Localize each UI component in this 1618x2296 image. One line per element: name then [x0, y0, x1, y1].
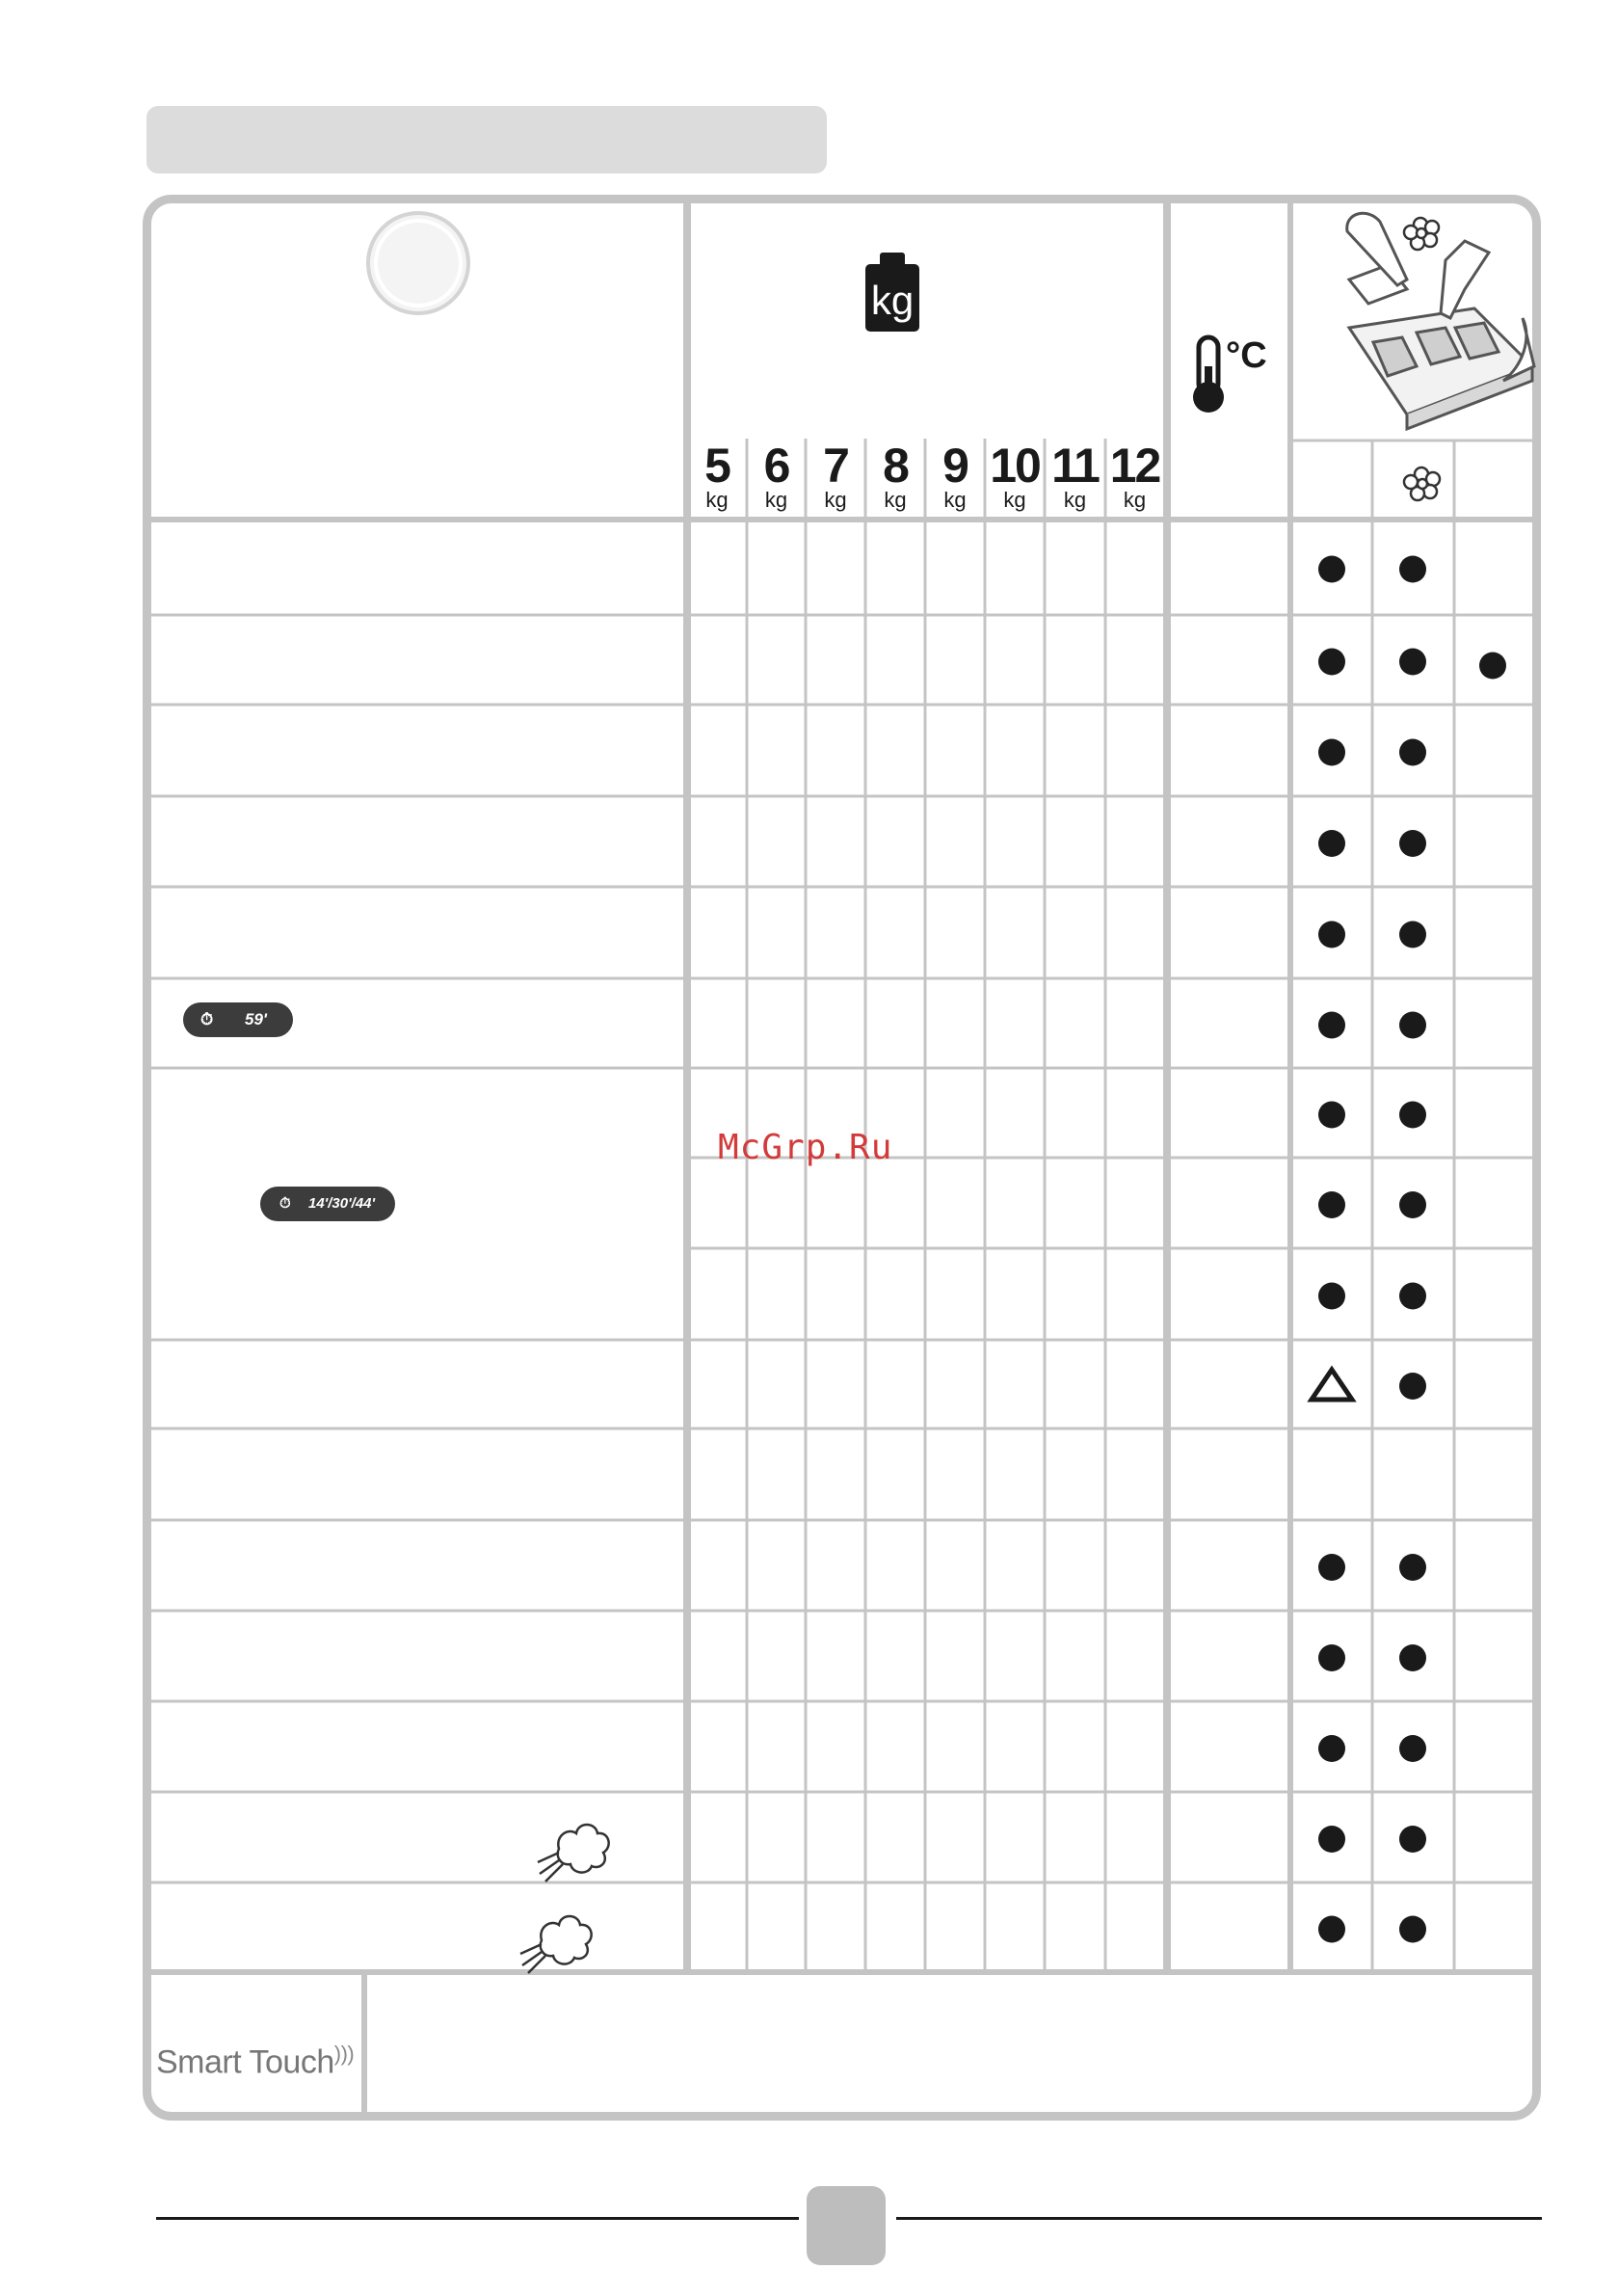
detergent-dot	[1399, 1554, 1426, 1581]
softener-flower-icon	[1404, 467, 1440, 500]
detergent-dot	[1399, 1644, 1426, 1671]
rapid-timer-icon: ⏱	[279, 1195, 291, 1212]
detergent-dot	[1318, 1644, 1345, 1671]
detergent-dot	[1318, 1554, 1345, 1581]
quick-59-badge	[183, 1002, 293, 1037]
page-number-box	[807, 2186, 886, 2265]
capacity-5-kg	[687, 441, 747, 511]
detergent-dot	[1399, 649, 1426, 676]
capacity-11-kg	[1046, 441, 1105, 511]
steam-icon	[538, 1825, 609, 1882]
detergent-dot	[1399, 830, 1426, 857]
rapid-badge	[260, 1187, 395, 1221]
detergent-dot	[1318, 830, 1345, 857]
capacity-10-kg	[985, 441, 1045, 511]
detergent-dot	[1479, 653, 1506, 680]
detergent-dot	[1318, 1826, 1345, 1853]
capacity-8-kg	[865, 441, 925, 511]
smart-touch-label: Smart Touch	[156, 2043, 334, 2081]
capacity-unit: kg	[764, 488, 788, 512]
capacity-number: 7	[823, 439, 848, 493]
rapid-label: 14'/30'/44'	[308, 1195, 376, 1212]
detergent-dot	[1318, 1283, 1345, 1310]
capacity-number: 10	[990, 439, 1040, 493]
capacity-unit: kg	[1123, 488, 1147, 512]
detergent-dot	[1399, 1735, 1426, 1762]
detergent-dot	[1399, 1012, 1426, 1039]
capacity-number: 5	[704, 439, 729, 493]
footer-rule-right	[896, 2217, 1542, 2220]
detergent-dot	[1318, 1191, 1345, 1218]
detergent-dot	[1318, 1102, 1345, 1129]
steam-icon	[520, 1916, 592, 1973]
detergent-drawer-icon	[1347, 213, 1534, 429]
capacity-9-kg	[925, 441, 985, 511]
capacity-unit: kg	[705, 488, 729, 512]
detergent-dot	[1318, 1916, 1345, 1943]
detergent-dot	[1399, 739, 1426, 766]
quick-timer-icon: ⏱	[200, 1010, 214, 1028]
detergent-triangle	[1312, 1370, 1352, 1400]
capacity-number: 12	[1109, 439, 1160, 493]
wireless-icon: )))	[333, 2042, 355, 2066]
capacity-number: 9	[942, 439, 968, 493]
capacity-unit: kg	[1003, 488, 1026, 512]
detergent-dot	[1318, 739, 1345, 766]
quick-59-label: 59'	[245, 1010, 267, 1028]
weight-kg-icon	[865, 253, 919, 332]
thermometer-icon	[1193, 335, 1267, 413]
capacity-unit: kg	[824, 488, 847, 512]
footer-rule-left	[156, 2217, 799, 2220]
detergent-dot	[1399, 1191, 1426, 1218]
detergent-dot	[1399, 1826, 1426, 1853]
svg-text:kg: kg	[870, 278, 915, 323]
capacity-7-kg	[806, 441, 865, 511]
capacity-unit: kg	[943, 488, 967, 512]
capacity-6-kg	[747, 441, 807, 511]
detergent-dot	[1318, 1735, 1345, 1762]
capacity-number: 8	[883, 439, 908, 493]
capacity-number: 11	[1051, 439, 1099, 493]
svg-text:°C: °C	[1226, 335, 1267, 376]
detergent-dot	[1318, 556, 1345, 583]
capacity-number: 6	[763, 439, 789, 493]
flower-icon	[1404, 218, 1439, 250]
detergent-dot	[1399, 1916, 1426, 1943]
detergent-dot	[1318, 649, 1345, 676]
detergent-dot	[1399, 921, 1426, 948]
detergent-dot	[1318, 921, 1345, 948]
detergent-dot	[1399, 556, 1426, 583]
capacity-12-kg	[1105, 441, 1165, 511]
smart-touch-logo	[156, 2042, 354, 2081]
detergent-dot	[1399, 1373, 1426, 1400]
detergent-dot	[1399, 1102, 1426, 1129]
watermark: McGrp.Ru	[718, 1128, 893, 1167]
capacity-unit: kg	[884, 488, 907, 512]
detergent-dot	[1318, 1012, 1345, 1039]
detergent-dot	[1399, 1283, 1426, 1310]
program-knob-icon	[368, 213, 468, 313]
capacity-unit: kg	[1063, 488, 1087, 512]
